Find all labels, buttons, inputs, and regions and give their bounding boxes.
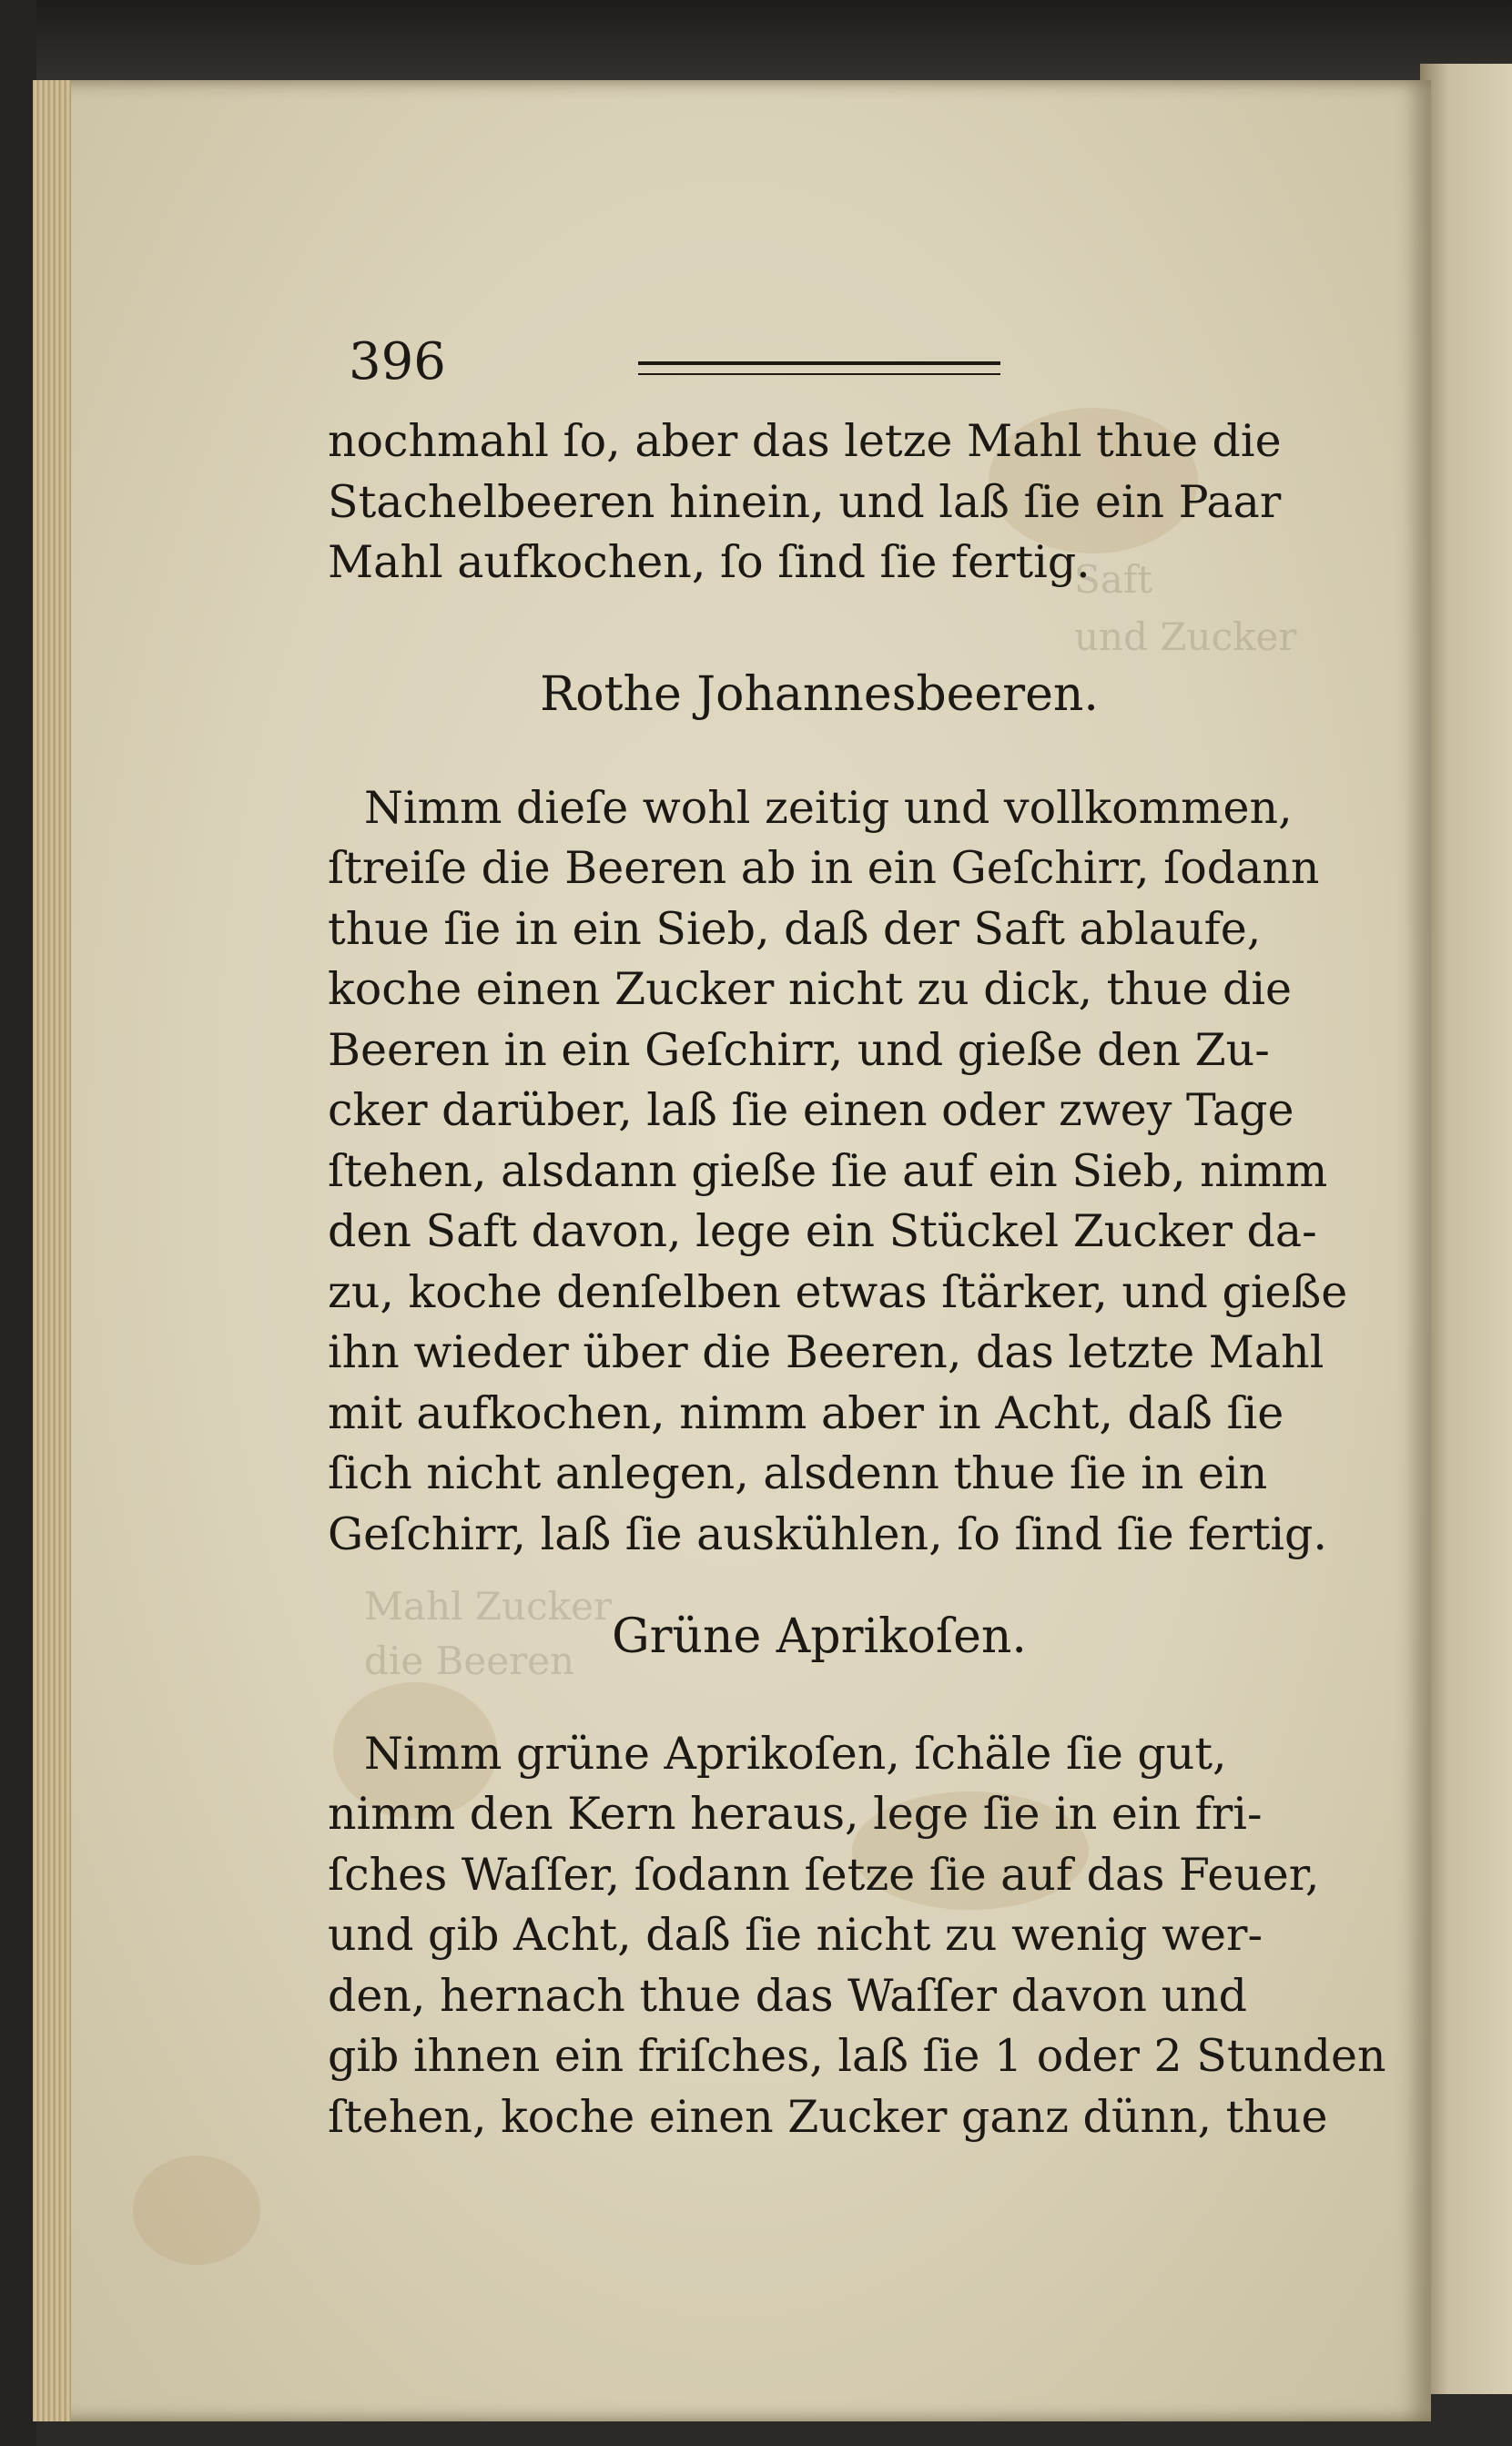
text-line: cker darüber, laß ſie einen oder zwey Tage	[328, 1084, 1294, 1136]
page-number: 396	[349, 332, 446, 391]
facing-page-edge	[1420, 64, 1512, 2394]
text-line: gib ihnen ein friſches, laß ſie 1 oder 2 Stunden	[328, 2030, 1386, 2082]
text-line: den, hernach thue das Waſſer davon und	[328, 1969, 1248, 2022]
running-header	[349, 332, 1350, 414]
text-line: nimm den Kern heraus, lege ſie in ein fri-	[328, 1788, 1263, 1840]
text-line: mit aufkochen, nimm aber in Acht, daß ſie	[328, 1386, 1284, 1439]
continuation-paragraph	[328, 411, 1311, 594]
page-block-edge	[33, 80, 71, 2421]
text-line: Stachelbeeren hinein, und laß ſie ein Paar	[328, 475, 1282, 528]
text-line: ſtehen, alsdann gieße ſie auf ein Sieb, nimm	[328, 1144, 1328, 1197]
text-line: ſtehen, koche einen Zucker ganz dünn, thue	[328, 2090, 1328, 2143]
foxing-stain	[133, 2156, 260, 2265]
text-line: zu, koche denſelben etwas ſtärker, und gieße	[328, 1265, 1348, 1318]
text-line: Nimm dieſe wohl zeitig und vollkommen,	[364, 782, 1293, 834]
text-line: koche einen Zucker nicht zu dick, thue die	[328, 963, 1293, 1015]
text-line: den Saft davon, lege ein Stückel Zucker da-	[328, 1205, 1317, 1257]
section-paragraph-continued	[328, 1784, 1386, 2147]
section-paragraph	[364, 778, 1347, 839]
text-line: ihn wieder über die Beeren, das letzte Mahl	[328, 1326, 1324, 1378]
text-line: Geſchirr, laß ſie auskühlen, ſo ſind ſie fertig.	[328, 1507, 1328, 1560]
section-heading: Rothe Johannesbeeren.	[540, 667, 1099, 722]
show-through-text: Saft	[1074, 557, 1153, 602]
text-line: ſtreiſe die Beeren ab in ein Geſchirr, ſodann	[328, 842, 1320, 894]
show-through-text: und Zucker	[1074, 614, 1297, 659]
text-line: und gib Acht, daß ſie nicht zu wenig wer-	[328, 1909, 1263, 1961]
section-paragraph-continued	[328, 838, 1348, 1565]
show-through-text: Mahl Zucker	[364, 1584, 613, 1629]
scan-background-left	[0, 0, 36, 2446]
show-through-text: die Beeren	[364, 1639, 575, 1683]
text-line: ſich nicht anlegen, alsdenn thue ſie in ein	[328, 1447, 1268, 1499]
header-rule	[638, 361, 1000, 375]
text-line: Nimm grüne Aprikoſen, ſchäle ſie gut,	[364, 1728, 1227, 1780]
text-line: nochmahl ſo, aber das letze Mahl thue die	[328, 415, 1282, 467]
text-line: thue ſie in ein Sieb, daß der Saft ablaufe,	[328, 902, 1262, 955]
section-heading: Grüne Aprikoſen.	[612, 1609, 1027, 1664]
scan-background-top	[0, 0, 1512, 86]
section-paragraph	[364, 1724, 1347, 1785]
text-line: Mahl aufkochen, ſo ſind ſie fertig.	[328, 536, 1091, 588]
text-line: ſches Waſſer, ſodann ſetze ſie auf das Feuer,	[328, 1848, 1320, 1901]
text-line: Beeren in ein Geſchirr, und gieße den Zu-	[328, 1023, 1270, 1076]
